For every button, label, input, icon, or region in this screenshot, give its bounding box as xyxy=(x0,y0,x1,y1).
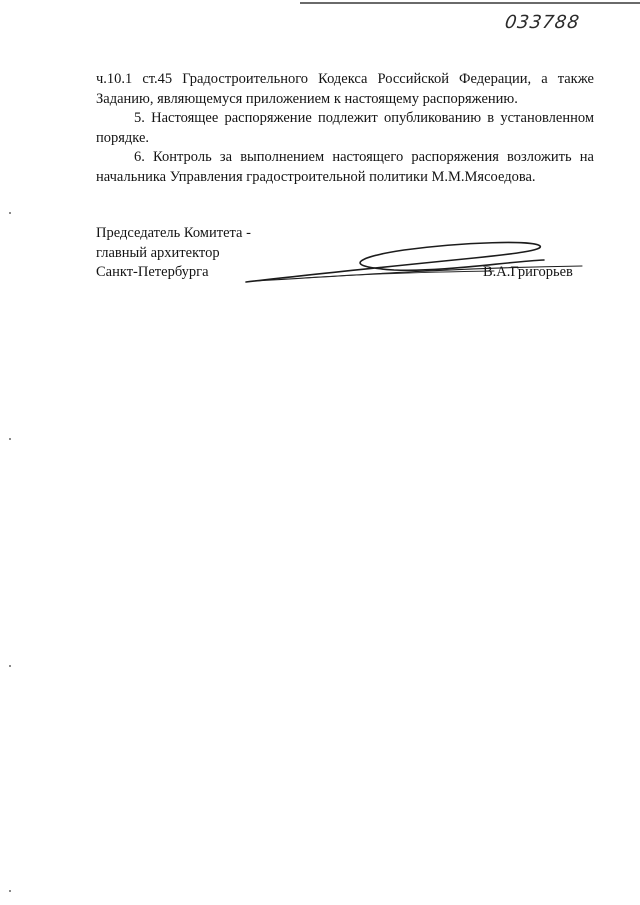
document-body xyxy=(96,70,594,187)
paragraph-6: 6. Контроль за выполнением настоящего распоряжения возложить на начальника Управления градостроительной политики М.М.Мясоедова. xyxy=(96,149,594,185)
scan-margin-mark xyxy=(9,212,11,214)
signatory-position xyxy=(96,224,251,283)
position-line-3: Санкт-Петербурга xyxy=(96,264,209,280)
scan-margin-mark xyxy=(9,890,11,892)
top-border-rule xyxy=(300,2,640,4)
position-line-1: Председатель Комитета - xyxy=(96,225,251,241)
position-line-2: главный архитектор xyxy=(96,244,220,261)
signature-block xyxy=(96,224,596,294)
paragraph-5: 5. Настоящее распоряжение подлежит опубликованию в установленном порядке. xyxy=(96,110,594,146)
document-number: 033788 xyxy=(503,12,582,33)
signatory-name: В.А.Григорьев xyxy=(483,264,573,280)
paragraph-continuation: ч.10.1 ст.45 Градостроительного Кодекса Российской Федерации, а также Заданию, являющемуся приложением к настоящему распоряжению. xyxy=(96,71,594,107)
scan-margin-mark xyxy=(9,438,11,440)
scan-margin-mark xyxy=(9,665,11,667)
